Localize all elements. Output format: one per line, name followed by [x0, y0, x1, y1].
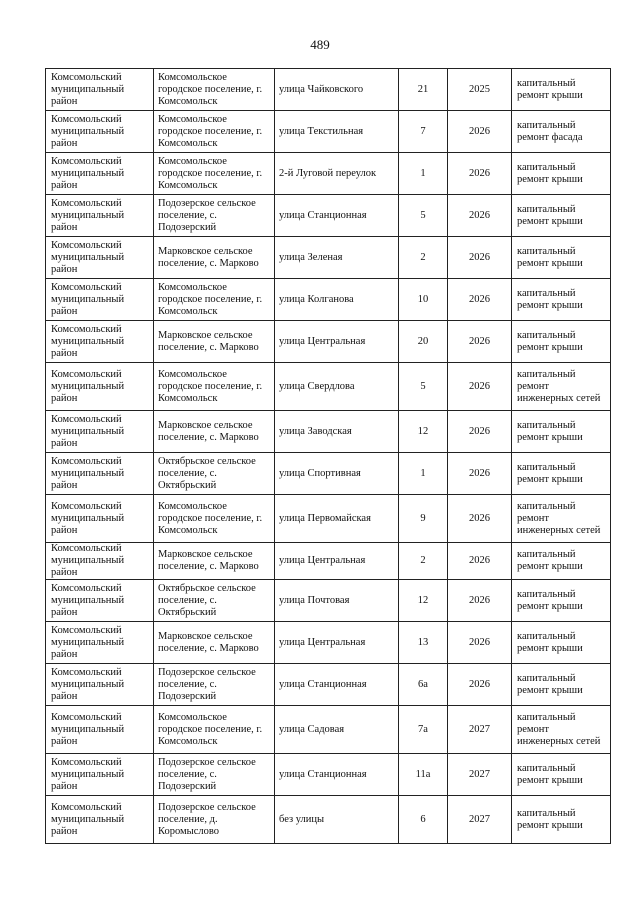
house-number-cell: 12 — [399, 580, 448, 622]
house-number-cell: 5 — [399, 195, 448, 237]
settlement-cell: Марковское сельское поселение, с. Марково — [154, 411, 275, 453]
street-cell: улица Центральная — [275, 543, 399, 580]
table-row — [46, 453, 611, 495]
year-cell: 2026 — [448, 543, 512, 580]
table-row — [46, 237, 611, 279]
table-row — [46, 411, 611, 453]
street-cell: 2-й Луговой переулок — [275, 153, 399, 195]
street-cell: улица Зеленая — [275, 237, 399, 279]
house-number-cell: 7а — [399, 706, 448, 754]
table-row — [46, 279, 611, 321]
house-number-cell: 5 — [399, 363, 448, 411]
district-cell: Комсомольский муниципальный район — [46, 69, 154, 111]
district-cell: Комсомольский муниципальный район — [46, 754, 154, 796]
house-number-cell: 12 — [399, 411, 448, 453]
year-cell: 2026 — [448, 195, 512, 237]
work-type-cell: капитальный ремонт крыши — [512, 195, 611, 237]
table-row — [46, 111, 611, 153]
settlement-cell: Марковское сельское поселение, с. Марково — [154, 321, 275, 363]
district-cell: Комсомольский муниципальный район — [46, 195, 154, 237]
year-cell: 2026 — [448, 495, 512, 543]
settlement-cell: Подозерское сельское поселение, д. Коромыслово — [154, 796, 275, 844]
year-cell: 2026 — [448, 622, 512, 664]
house-number-cell: 10 — [399, 279, 448, 321]
settlement-cell: Марковское сельское поселение, с. Марково — [154, 622, 275, 664]
street-cell: улица Почтовая — [275, 580, 399, 622]
year-cell: 2027 — [448, 754, 512, 796]
street-cell: без улицы — [275, 796, 399, 844]
district-cell: Комсомольский муниципальный район — [46, 279, 154, 321]
district-cell: Комсомольский муниципальный район — [46, 411, 154, 453]
settlement-cell: Комсомольское городское поселение, г. Комсомольск — [154, 495, 275, 543]
settlement-cell: Подозерское сельское поселение, с. Подозерский — [154, 195, 275, 237]
house-number-cell: 11а — [399, 754, 448, 796]
settlement-cell: Октябрьское сельское поселение, с. Октябрьский — [154, 453, 275, 495]
district-cell: Комсомольский муниципальный район — [46, 363, 154, 411]
year-cell: 2026 — [448, 279, 512, 321]
year-cell: 2026 — [448, 321, 512, 363]
street-cell: улица Первомайская — [275, 495, 399, 543]
work-type-cell: капитальный ремонт крыши — [512, 754, 611, 796]
table-row — [46, 754, 611, 796]
house-number-cell: 1 — [399, 453, 448, 495]
year-cell: 2026 — [448, 363, 512, 411]
settlement-cell: Октябрьское сельское поселение, с. Октябрьский — [154, 580, 275, 622]
house-number-cell: 20 — [399, 321, 448, 363]
district-cell: Комсомольский муниципальный район — [46, 237, 154, 279]
settlement-cell: Комсомольское городское поселение, г. Комсомольск — [154, 153, 275, 195]
street-cell: улица Центральная — [275, 622, 399, 664]
street-cell: улица Чайковского — [275, 69, 399, 111]
street-cell: улица Садовая — [275, 706, 399, 754]
work-type-cell: капитальный ремонт фасада — [512, 111, 611, 153]
table-row — [46, 195, 611, 237]
work-type-cell: капитальный ремонт крыши — [512, 321, 611, 363]
table-row — [46, 69, 611, 111]
table-row — [46, 706, 611, 754]
district-cell: Комсомольский муниципальный район — [46, 495, 154, 543]
house-number-cell: 9 — [399, 495, 448, 543]
year-cell: 2026 — [448, 664, 512, 706]
district-cell: Комсомольский муниципальный район — [46, 622, 154, 664]
work-type-cell: капитальный ремонт крыши — [512, 453, 611, 495]
work-type-cell: капитальный ремонт крыши — [512, 237, 611, 279]
district-cell: Комсомольский муниципальный район — [46, 543, 154, 580]
street-cell: улица Станционная — [275, 664, 399, 706]
street-cell: улица Заводская — [275, 411, 399, 453]
table-row — [46, 622, 611, 664]
work-type-cell: капитальный ремонт крыши — [512, 69, 611, 111]
district-cell: Комсомольский муниципальный район — [46, 321, 154, 363]
settlement-cell: Комсомольское городское поселение, г. Комсомольск — [154, 363, 275, 411]
district-cell: Комсомольский муниципальный район — [46, 796, 154, 844]
settlement-cell: Подозерское сельское поселение, с. Подозерский — [154, 754, 275, 796]
year-cell: 2026 — [448, 153, 512, 195]
district-cell: Комсомольский муниципальный район — [46, 111, 154, 153]
house-number-cell: 7 — [399, 111, 448, 153]
year-cell: 2026 — [448, 237, 512, 279]
house-number-cell: 2 — [399, 237, 448, 279]
year-cell: 2025 — [448, 69, 512, 111]
district-cell: Комсомольский муниципальный район — [46, 706, 154, 754]
work-type-cell: капитальный ремонт инженерных сетей — [512, 363, 611, 411]
settlement-cell: Комсомольское городское поселение, г. Комсомольск — [154, 279, 275, 321]
settlement-cell: Подозерское сельское поселение, с. Подозерский — [154, 664, 275, 706]
table-row — [46, 796, 611, 844]
year-cell: 2027 — [448, 796, 512, 844]
table-row — [46, 363, 611, 411]
work-type-cell: капитальный ремонт крыши — [512, 622, 611, 664]
year-cell: 2026 — [448, 453, 512, 495]
table-row — [46, 321, 611, 363]
settlement-cell: Комсомольское городское поселение, г. Комсомольск — [154, 69, 275, 111]
work-type-cell: капитальный ремонт крыши — [512, 543, 611, 580]
table-row — [46, 664, 611, 706]
table-body — [46, 69, 611, 844]
house-number-cell: 1 — [399, 153, 448, 195]
street-cell: улица Центральная — [275, 321, 399, 363]
work-type-cell: капитальный ремонт крыши — [512, 411, 611, 453]
settlement-cell: Комсомольское городское поселение, г. Комсомольск — [154, 111, 275, 153]
house-number-cell: 6 — [399, 796, 448, 844]
work-type-cell: капитальный ремонт крыши — [512, 153, 611, 195]
house-number-cell: 21 — [399, 69, 448, 111]
work-type-cell: капитальный ремонт инженерных сетей — [512, 706, 611, 754]
work-type-cell: капитальный ремонт крыши — [512, 664, 611, 706]
table-row — [46, 495, 611, 543]
district-cell: Комсомольский муниципальный район — [46, 664, 154, 706]
district-cell: Комсомольский муниципальный район — [46, 453, 154, 495]
page-number: 489 — [310, 37, 330, 52]
street-cell: улица Колганова — [275, 279, 399, 321]
district-cell: Комсомольский муниципальный район — [46, 580, 154, 622]
work-type-cell: капитальный ремонт крыши — [512, 279, 611, 321]
table-row — [46, 543, 611, 580]
settlement-cell: Марковское сельское поселение, с. Марково — [154, 237, 275, 279]
district-cell: Комсомольский муниципальный район — [46, 153, 154, 195]
house-number-cell: 6а — [399, 664, 448, 706]
house-number-cell: 2 — [399, 543, 448, 580]
year-cell: 2026 — [448, 580, 512, 622]
repair-schedule-table — [45, 68, 611, 844]
work-type-cell: капитальный ремонт крыши — [512, 580, 611, 622]
work-type-cell: капитальный ремонт крыши — [512, 796, 611, 844]
street-cell: улица Спортивная — [275, 453, 399, 495]
house-number-cell: 13 — [399, 622, 448, 664]
street-cell: улица Свердлова — [275, 363, 399, 411]
year-cell: 2027 — [448, 706, 512, 754]
settlement-cell: Комсомольское городское поселение, г. Комсомольск — [154, 706, 275, 754]
street-cell: улица Станционная — [275, 195, 399, 237]
work-type-cell: капитальный ремонт инженерных сетей — [512, 495, 611, 543]
year-cell: 2026 — [448, 111, 512, 153]
year-cell: 2026 — [448, 411, 512, 453]
table-row — [46, 153, 611, 195]
street-cell: улица Текстильная — [275, 111, 399, 153]
table-row — [46, 580, 611, 622]
settlement-cell: Марковское сельское поселение, с. Марково — [154, 543, 275, 580]
street-cell: улица Станционная — [275, 754, 399, 796]
